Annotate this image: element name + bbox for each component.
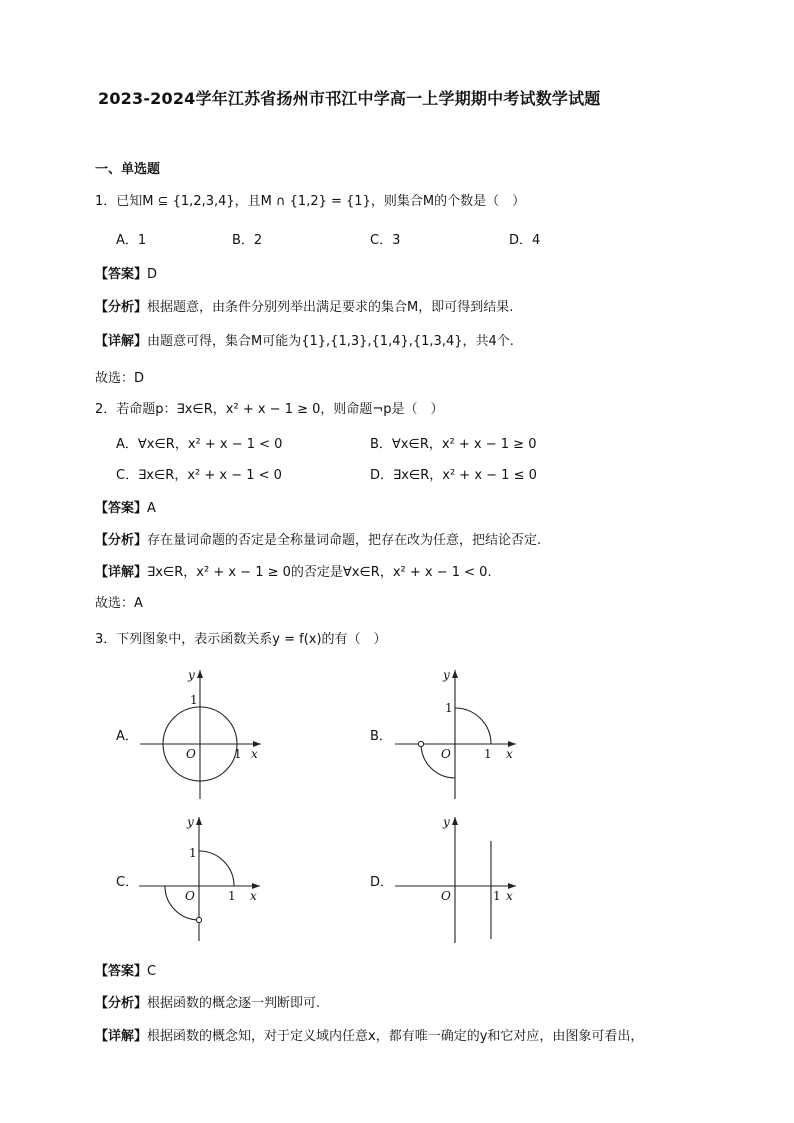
origin-label: O (186, 747, 196, 761)
section-heading: 一、单选题 (95, 162, 161, 177)
answer-tag: 【答案】 (95, 501, 148, 516)
origin-label: O (441, 889, 451, 903)
answer-tag: 【答案】 (95, 267, 148, 282)
q2-analysis-line (95, 532, 541, 550)
graph-option-d-label: D． (370, 875, 394, 890)
upper-right-arc (199, 851, 234, 886)
analysis-text: 根据函数的概念逐一判断即可. (147, 996, 321, 1011)
upper-right-arc (455, 708, 491, 744)
analysis-tag: 【分析】 (95, 996, 148, 1011)
x-axis-label: x (506, 889, 513, 903)
y-one-label: 1 (190, 693, 198, 707)
q2-option-c: C．∃x∈R，x² + x − 1 < 0 (116, 468, 282, 483)
q1-option-c: C．3 (370, 233, 401, 248)
q3-analysis-line (95, 995, 320, 1013)
answer-value: D (147, 267, 158, 282)
q1-answer-line (95, 266, 157, 284)
graph-option-a-label: A． (116, 729, 138, 744)
graph-a-svg (135, 664, 270, 804)
x-one-label: 1 (228, 889, 236, 903)
detail-text: ∃x∈R，x² + x − 1 ≥ 0的否定是∀x∈R，x² + x − 1 < 0. (147, 565, 492, 580)
graph-option-b-label: B． (370, 729, 392, 744)
detail-text: 由题意可得，集合M可能为{1},{1,3},{1,4},{1,3,4}，共4个. (147, 334, 514, 349)
q1-option-d: D．4 (509, 233, 541, 248)
q1-analysis-line (95, 299, 513, 317)
q3-detail-line (95, 1028, 643, 1046)
origin-label: O (185, 889, 195, 903)
q2-detail-line (95, 564, 492, 582)
graph-option-c-label: C． (116, 875, 139, 890)
q2-option-b: B．∀x∈R，x² + x − 1 ≥ 0 (370, 437, 537, 452)
graph-d (390, 811, 525, 946)
graph-c (134, 811, 269, 946)
x-axis-label: x (250, 889, 257, 903)
answer-value: C (147, 964, 157, 979)
detail-text: 根据函数的概念知，对于定义域内任意x，都有唯一确定的y和它对应，由图象可看出， (147, 1029, 644, 1044)
q3-answer-line (95, 963, 156, 981)
y-axis-label: y (187, 815, 194, 829)
y-axis-label: y (443, 815, 450, 829)
graph-b-svg (390, 664, 525, 804)
graph-c-svg (134, 811, 269, 946)
graph-a (135, 664, 270, 804)
y-one-label: 1 (189, 846, 197, 860)
y-arrow (197, 670, 203, 678)
open-point (418, 741, 423, 746)
graph-d-svg (390, 811, 525, 946)
open-point (196, 917, 201, 922)
y-one-label: 1 (445, 701, 453, 715)
y-arrow (196, 817, 202, 825)
analysis-tag: 【分析】 (95, 533, 148, 548)
q1-conclusion: 故选：D (95, 371, 145, 386)
y-axis-label: y (443, 668, 450, 682)
q1-option-b: B．2 (232, 233, 263, 248)
q2-option-d: D．∃x∈R，x² + x − 1 ≤ 0 (370, 468, 537, 483)
detail-tag: 【详解】 (95, 334, 148, 349)
y-arrow (452, 670, 458, 678)
q2-conclusion: 故选：A (95, 596, 143, 611)
origin-label: O (441, 747, 451, 761)
q2-stem: 2．若命题p：∃x∈R，x² + x − 1 ≥ 0，则命题¬p是（ ） (95, 402, 444, 417)
page-title: 2023-2024学年江苏省扬州市邗江中学高一上学期期中考试数学试题 (98, 89, 601, 108)
q2-option-a: A．∀x∈R，x² + x − 1 < 0 (116, 437, 283, 452)
x-one-label: 1 (234, 747, 242, 761)
analysis-tag: 【分析】 (95, 300, 148, 315)
q3-stem: 3．下列图象中，表示函数关系y = f(x)的有（ ） (95, 632, 387, 647)
x-axis-label: x (251, 747, 258, 761)
q2-answer-line (95, 500, 156, 518)
q1-stem: 1．已知M ⊆ {1,2,3,4}，且M ∩ {1,2} = {1}，则集合M的个数是（ ） (95, 194, 526, 209)
x-axis-label: x (506, 747, 513, 761)
detail-tag: 【详解】 (95, 565, 148, 580)
analysis-text: 存在量词命题的否定是全称量词命题，把存在改为任意，把结论否定. (147, 533, 542, 548)
answer-tag: 【答案】 (95, 964, 148, 979)
x-one-label: 1 (484, 747, 492, 761)
answer-value: A (147, 501, 156, 516)
analysis-text: 根据题意，由条件分别列举出满足要求的集合M，即可得到结果. (147, 300, 514, 315)
detail-tag: 【详解】 (95, 1029, 148, 1044)
x-one-label: 1 (493, 889, 501, 903)
y-axis-label: y (188, 668, 195, 682)
q1-detail-line (95, 333, 514, 351)
y-arrow (452, 817, 458, 825)
graph-b (390, 664, 525, 804)
q1-option-a: A．1 (116, 233, 147, 248)
